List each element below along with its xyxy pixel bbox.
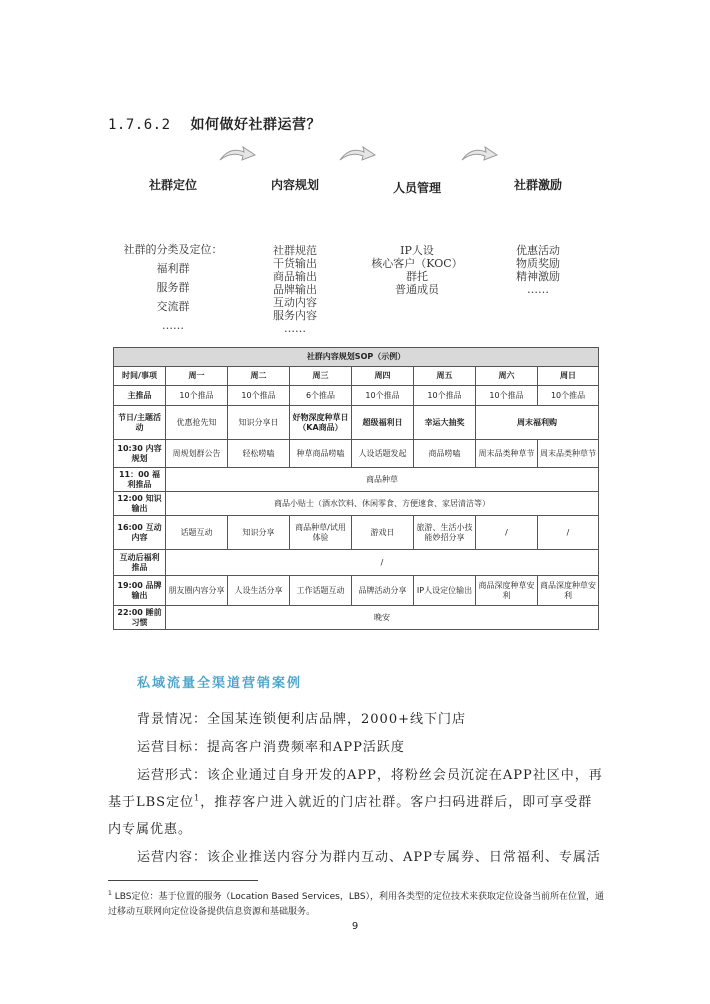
table-cell: 周末福利购 bbox=[476, 406, 599, 440]
table-row bbox=[114, 386, 599, 406]
table-cell: 10个推品 bbox=[414, 386, 476, 406]
table-header-cell: 周三 bbox=[290, 367, 352, 386]
table-cell: / bbox=[476, 516, 538, 550]
stage-list-member-management bbox=[357, 244, 477, 296]
table-cell: 商品深度种草安利 bbox=[538, 576, 599, 606]
case-form-text-b: ，推荐客户进入就近的门店社群。客户扫码进群后，即可享受群内专属优惠。 bbox=[108, 795, 593, 837]
list-item: 互动内容 bbox=[273, 296, 317, 309]
table-cell: 商品唠嗑 bbox=[414, 440, 476, 468]
table-cell: 轻松唠嗑 bbox=[228, 440, 290, 468]
table-title-row bbox=[114, 348, 599, 367]
table-cell: 商品种草/试用体验 bbox=[290, 516, 352, 550]
table-cell: 品牌活动分享 bbox=[352, 576, 414, 606]
table-cell: 超级福利日 bbox=[352, 406, 414, 440]
case-goal: 运营目标：提高客户消费频率和APP活跃度 bbox=[137, 740, 405, 755]
section-number: 1.7.6.2 bbox=[108, 117, 171, 133]
table-row bbox=[114, 576, 599, 606]
list-item: …… bbox=[162, 319, 184, 332]
table-row bbox=[114, 468, 599, 492]
table-cell: / bbox=[538, 516, 599, 550]
table-span-cell: / bbox=[166, 550, 599, 576]
table-header-cell: 周一 bbox=[166, 367, 228, 386]
case-form-text-a: 运营形式：该企业通过自身开发的APP，将粉丝会员沉淀在APP社区中，再基于LBS定位 bbox=[108, 768, 603, 810]
footnote-text: LBS定位：基于位置的服务（Location Based Services，LBS），利用各类型的定位技术来获取定位设备当前所在位置，通过移动互联网向定位设备提供信息资源和基础服务。 bbox=[108, 892, 605, 917]
curved-arrow-icon bbox=[460, 143, 500, 165]
list-item: 社群规范 bbox=[273, 244, 317, 257]
list-item: IP人设 bbox=[400, 244, 434, 257]
list-item: 普通成员 bbox=[395, 283, 439, 296]
table-cell: 周规划群公告 bbox=[166, 440, 228, 468]
list-item: …… bbox=[527, 283, 549, 296]
table-row bbox=[114, 606, 599, 630]
table-header-cell: 周五 bbox=[414, 367, 476, 386]
table-cell: 种草商品唠嗑 bbox=[290, 440, 352, 468]
table-cell: 10个推品 bbox=[228, 386, 290, 406]
list-item: 社群的分类及定位： bbox=[123, 243, 223, 256]
footnote-reference[interactable]: 1 bbox=[194, 793, 201, 803]
table-cell: 游戏日 bbox=[352, 516, 414, 550]
table-header-cell: 周四 bbox=[352, 367, 414, 386]
table-cell: 知识分享日 bbox=[228, 406, 290, 440]
table-cell: 话题互动 bbox=[166, 516, 228, 550]
case-content: 运营内容：该企业推送内容分为群内互动、APP专属券、日常福利、专属活 bbox=[137, 850, 601, 865]
stage-title-member-management: 人员管理 bbox=[392, 181, 441, 195]
table-span-cell: 商品小贴士（酒水饮料、休闲零食、方便速食、家居清洁等） bbox=[166, 492, 599, 516]
list-item: 福利群 bbox=[156, 262, 190, 275]
row-label: 22:00 睡前习惯 bbox=[114, 606, 166, 630]
row-label: 11：00 福利推品 bbox=[114, 468, 166, 492]
section-title: 如何做好社群运营？ bbox=[190, 117, 322, 133]
table-cell: 10个推品 bbox=[476, 386, 538, 406]
page-number: 9 bbox=[351, 921, 359, 932]
table-header-cell: 周二 bbox=[228, 367, 290, 386]
table-cell: 10个推品 bbox=[538, 386, 599, 406]
table-cell: 人设生活分享 bbox=[228, 576, 290, 606]
list-item: 核心客户（KOC） bbox=[371, 257, 463, 270]
list-item: 优惠活动 bbox=[516, 244, 560, 257]
sop-table bbox=[113, 347, 599, 630]
table-cell: IP人设定位输出 bbox=[414, 576, 476, 606]
list-item: 品牌输出 bbox=[273, 283, 317, 296]
stage-title-content-planning: 内容规划 bbox=[270, 178, 319, 192]
section-heading bbox=[108, 114, 321, 134]
table-cell: 商品深度种草安利 bbox=[476, 576, 538, 606]
table-row bbox=[114, 440, 599, 468]
list-item: …… bbox=[284, 322, 306, 335]
row-label: 16:00 互动内容 bbox=[114, 516, 166, 550]
list-item: 商品输出 bbox=[273, 270, 317, 283]
stage-list-content-planning bbox=[235, 244, 355, 335]
table-row bbox=[114, 550, 599, 576]
curved-arrow-icon bbox=[338, 143, 378, 165]
row-label: 12:00 知识输出 bbox=[114, 492, 166, 516]
stage-title-positioning: 社群定位 bbox=[148, 178, 197, 192]
curved-arrow-icon bbox=[218, 143, 258, 165]
row-label: 节日/主题活动 bbox=[114, 406, 166, 440]
row-label: 主推品 bbox=[114, 386, 166, 406]
table-header-cell: 时间/事项 bbox=[114, 367, 166, 386]
table-cell: 好物深度种草日（KA商品） bbox=[290, 406, 352, 440]
table-span-cell: 晚安 bbox=[166, 606, 599, 630]
row-label: 10:30 内容规划 bbox=[114, 440, 166, 468]
list-item: 干货输出 bbox=[273, 257, 317, 270]
case-background: 背景情况：全国某连锁便利店品牌，2000+线下门店 bbox=[137, 712, 466, 727]
table-row bbox=[114, 516, 599, 550]
table-span-cell: 商品种草 bbox=[166, 468, 599, 492]
footnote bbox=[108, 886, 608, 920]
table-cell: 知识分享 bbox=[228, 516, 290, 550]
table-cell: 周末品类种草节 bbox=[538, 440, 599, 468]
case-form bbox=[108, 762, 603, 843]
list-item: 群托 bbox=[406, 270, 428, 283]
case-title: 私域流量全渠道营销案例 bbox=[137, 676, 303, 691]
list-item: 服务内容 bbox=[273, 309, 317, 322]
table-cell: 人设话题发起 bbox=[352, 440, 414, 468]
list-item: 精神激励 bbox=[516, 270, 560, 283]
table-row bbox=[114, 406, 599, 440]
table-cell: 幸运大抽奖 bbox=[414, 406, 476, 440]
table-header-row bbox=[114, 367, 599, 386]
table-cell: 旅游、生活小技能妙招分享 bbox=[414, 516, 476, 550]
stage-list-incentive bbox=[478, 244, 598, 296]
table-header-cell: 周日 bbox=[538, 367, 599, 386]
table-cell: 10个推品 bbox=[166, 386, 228, 406]
table-cell: 工作话题互动 bbox=[290, 576, 352, 606]
row-label: 互动后福利推品 bbox=[114, 550, 166, 576]
table-cell: 周末品类种草节 bbox=[476, 440, 538, 468]
stage-title-incentive: 社群激励 bbox=[513, 178, 562, 192]
list-item: 交流群 bbox=[156, 300, 190, 313]
footnote-divider bbox=[108, 880, 258, 881]
table-cell: 朋友圈内容分享 bbox=[166, 576, 228, 606]
table-row bbox=[114, 492, 599, 516]
footnote-mark: 1 bbox=[108, 890, 112, 897]
list-item: 物质奖励 bbox=[516, 257, 560, 270]
table-cell: 优惠抢先知 bbox=[166, 406, 228, 440]
table-title: 社群内容规划SOP（示例） bbox=[114, 348, 599, 367]
table-cell: 6个推品 bbox=[290, 386, 352, 406]
list-item: 服务群 bbox=[156, 281, 190, 294]
table-cell: 10个推品 bbox=[352, 386, 414, 406]
table-header-cell: 周六 bbox=[476, 367, 538, 386]
row-label: 19:00 品牌输出 bbox=[114, 576, 166, 606]
stage-list-positioning bbox=[113, 240, 233, 335]
